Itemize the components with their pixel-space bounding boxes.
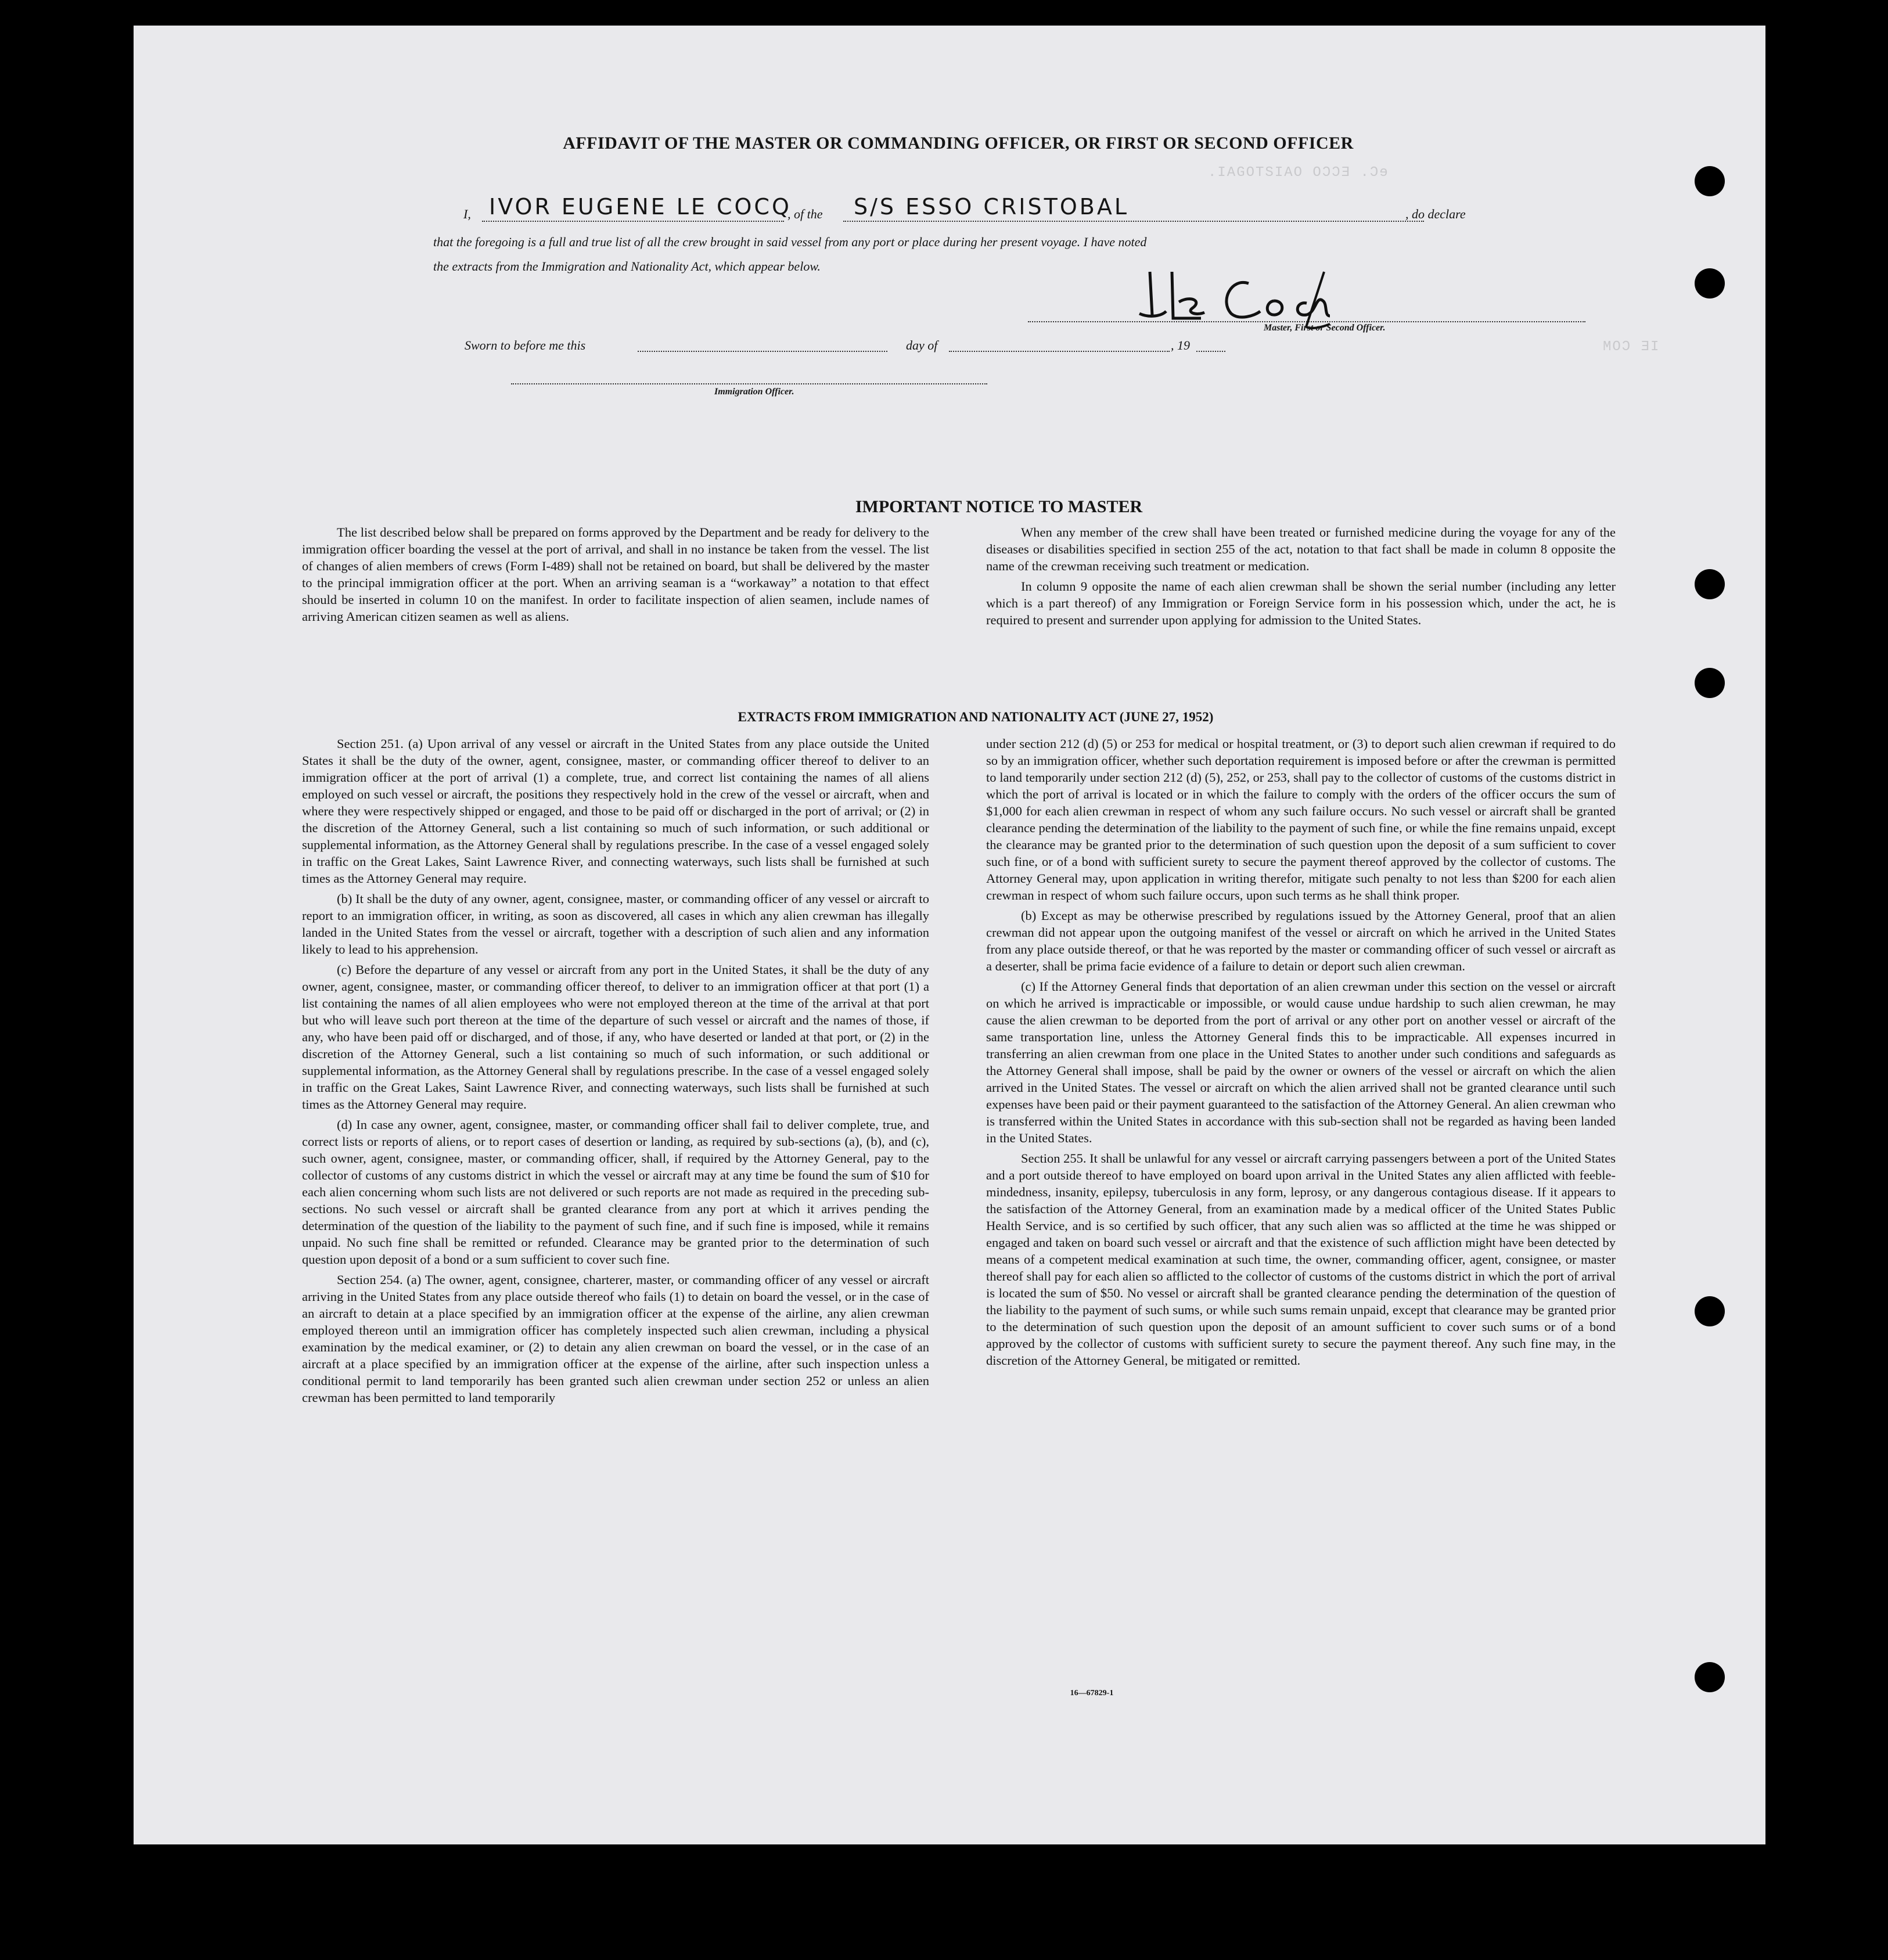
notice-right-column: [986, 524, 1616, 632]
day-of-label: day of: [906, 338, 938, 353]
punch-hole: [1695, 668, 1725, 698]
vessel-name: S/S ESSO CRISTOBAL: [854, 194, 1129, 220]
do-declare-label: , do declare: [1405, 207, 1466, 221]
master-name: IVOR EUGENE LE COCQ: [489, 194, 792, 220]
month-line: [949, 348, 1170, 352]
bleed-through-text: MOƆ ƎI: [1603, 339, 1660, 355]
section-paragraph: (c) If the Attorney General finds that deportation of an alien crewman under this section on the vessel or aircraft on which he arrived is impracticable or impossible, or would cause undue hardship to such alien crewman, he may cause the alien crewman to be deported from the port of arrival or any other port on another vessel or aircraft of the same transportation line, unless the Attorney General finds this to be impracticable. All expenses incurred in transferring an alien crewman from one place in the United States to another under such conditions and safeguards as the Attorney General shall impose, shall be paid by the owner or owners of the vessel or aircraft on which the alien arrived in the United States. The vessel or aircraft on which the alien arrived shall not be granted clearance until such expenses have been paid or their payment guaranteed to the satisfaction of the Attorney General. An alien crewman who is transferred within the United States in accordance with this sub-section shall not be regarded as having been landed in the United States.: [986, 979, 1616, 1145]
section-paragraph: Section 254. (a) The owner, agent, consignee, charterer, master, or commanding officer of any vessel or aircraft arriving in the United States from any place outside thereof who fails (1) to detain on board the vessel, or in the case of an aircraft to detain at a place specified by an immigration officer at the expense of the airline, any alien crewman employed thereon until an immigration officer has completely inspected such alien crewman, including a physical examination by the medical examiner, or (2) to detain any alien crewman on board the vessel, or in the case of an aircraft at a place specified by an immigration officer at the expense of the airline, after such inspection unless a conditional permit to land temporarily has been granted such alien crewman under section 252 or unless an alien crewman has been permitted to land temporarily: [302, 1272, 929, 1405]
punch-hole: [1695, 268, 1725, 299]
officer-signature-line: [511, 381, 987, 384]
i-prefix: I,: [463, 207, 471, 221]
extracts-right-column: [986, 735, 1616, 1372]
section-paragraph: (b) It shall be the duty of any owner, agent, consignee, master, or commanding officer of any vessel or aircraft to report to an immigration officer, in writing, as soon as discovered, all cases in which any alien crewman has illegally landed in the United States from the vessel or aircraft, together with a description of such alien and any information likely to lead to his apprehension.: [302, 891, 929, 956]
section-paragraph: (c) Before the departure of any vessel or aircraft from any port in the United States, it shall be the duty of any owner, agent, consignee, master, or commanding officer thereof, to deliver to an immigration officer at that port (1) a list containing the names of all alien employees who were not employed thereon at the time of the arrival at that port but who will leave such port thereon at the time of the departure of such vessel or aircraft and the names of those, if any, who have been paid off or discharged, and of those, if any, who have deserted or landed at that port, or (2) in the discretion of the Attorney General, such a list containing so much of such information, or such additional or supplemental information, as the Attorney General shall by regulations prescribe. In the case of a vessel engaged solely in traffic on the Great Lakes, Saint Lawrence River, and connecting waterways, such lists shall be furnished at such times as the Attorney General may require.: [302, 962, 929, 1112]
punch-hole: [1695, 1296, 1725, 1326]
signature-caption: Master, First or Second Officer.: [1264, 323, 1386, 333]
punch-hole: [1695, 569, 1725, 599]
notice-paragraph: The list described below shall be prepared on forms approved by the Department and be ready for delivery to the immigration officer boarding the vessel at the port of arrival, and shall in no instance be taken from the vessel. The list of changes of alien members of crews (Form I-489) shall not be retained on board, but shall be delivered by the master to the principal immigration officer at the port. When an arriving seaman is a “workaway” a notation to that effect should be inserted in column 10 on the manifest. In order to facilitate inspection of alien seamen, include names of arriving American citizen seamen as well as aliens.: [302, 525, 929, 624]
section-paragraph: (d) In case any owner, agent, consignee, master, or commanding officer shall fail to deliver complete, true, and correct lists or reports of aliens, or to report cases of desertion or landing, as required by sub-sections (a), (b), and (c), such owner, agent, consignee, master, or commanding officer, shall, if required by the Attorney General, pay to the collector of customs of any customs district in which the vessel or aircraft may at any time be found the sum of $10 for each alien concerning whom such lists are not delivered or such reports are not made as required in the preceding sub-sections. No such vessel or aircraft shall be granted clearance from any port at which it arrives pending the determination of the question of the liability to the payment of such fine, and if such fine is imposed, while it remains unpaid. No such fine shall be remitted or refunded. Clearance may be granted prior to the determination of such question upon deposit of a bond or a sum sufficient to cover such fine.: [302, 1117, 929, 1267]
signature-image: [1132, 260, 1376, 333]
immigration-officer-label: Immigration Officer.: [714, 387, 794, 397]
statement-line-1: that the foregoing is a full and true list of all the crew brought in said vessel from any port or place during her present voyage. I have noted: [433, 235, 1147, 249]
extracts-left-column: [302, 735, 929, 1409]
year-line: [1196, 348, 1225, 352]
punch-hole: [1695, 166, 1725, 196]
bleed-through-text: .IAGOTSIAO OƆƆƎ .Ɔɘ: [1208, 165, 1389, 181]
section-paragraph: (b) Except as may be otherwise prescribed by regulations issued by the Attorney General, proof that an alien crewman did not appear upon the outgoing manifest of the vessel or aircraft on which he arrived in the United States from any place outside thereof, or that he was reported by the master or commanding officer of such vessel or aircraft as a deserter, shall be prima facie evidence of a failure to detain or deport such alien crewman.: [986, 908, 1616, 973]
notice-paragraph: In column 9 opposite the name of each alien crewman shall be shown the serial number (including any letter which is a part thereof) of any Immigration or Foreign Service form in his possession which, under the act, he is required to present and surrender upon applying for admission to the United States.: [986, 579, 1616, 627]
sworn-label: Sworn to before me this: [465, 338, 586, 353]
extracts-title: EXTRACTS FROM IMMIGRATION AND NATIONALITY ACT (JUNE 27, 1952): [738, 710, 1214, 724]
of-the-label: , of the: [787, 207, 823, 221]
notice-paragraph: When any member of the crew shall have been treated or furnished medicine during the voyage for any of the diseases or disabilities specified in section 255 of the act, notation to that fact shall be made in column 8 opposite the name of the crewman receiving such treatment or medication.: [986, 525, 1616, 573]
document-page: [134, 26, 1765, 1844]
section-paragraph: under section 212 (d) (5) or 253 for medical or hospital treatment, or (3) to deport such alien crewman if required to do so by an immigration officer, whether such deportation requirement is imposed before or after the crewman is permitted to land temporarily under section 212 (d) (5), 252, or 253, shall pay to the collector of customs of the customs district in which the port of arrival is located or in which the failure to comply with the orders of the officer occurs the sum of $1,000 for each alien crewman in respect of whom any such failure occurs. No such vessel or aircraft shall be granted clearance pending the determination of the liability to the payment of such fine, or while the fine remains unpaid, except the clearance may be granted prior to the determination of such question upon the deposit of a sum sufficient to cover such fine, or of a bond with sufficient surety to secure the payment thereof approved by the collector of customs. The Attorney General may, upon application in writing therefor, mitigate such penalty to not less than $200 for each alien crewman in respect of whom such failure occurs, upon such terms as he shall think proper.: [986, 736, 1616, 902]
affidavit-title: AFFIDAVIT OF THE MASTER OR COMMANDING OFFICER, OR FIRST OR SECOND OFFICER: [563, 134, 1354, 153]
section-paragraph: Section 255. It shall be unlawful for any vessel or aircraft carrying passengers between a port of the United States and a port outside thereof to have employed on board upon arrival in the United States any alien afflicted with feeble-mindedness, insanity, epilepsy, tuberculosis in any form, leprosy, or any dangerous contagious disease. If it appears to the satisfaction of the Attorney General, from an examination made by a medical officer of the United States Public Health Service, and is so certified by such officer, that any such alien was so afflicted at the time he was shipped or engaged and taken on board such vessel or aircraft and that the existence of such affliction might have been detected by means of a competent medical examination at such time, the owner, commanding officer, agent, consignee, or master thereof shall pay for each alien so afflicted to the collector of customs of the customs district in which the port of arrival is located the sum of $50. No vessel or aircraft shall be granted clearance pending the determination of the question of the liability to the payment of such sums, or while such sums remain unpaid, except that clearance may be granted prior to the determination of such question upon the deposit of an amount sufficient to cover such sums or of a bond approved by the collector of customs with sufficient surety to secure the payment thereof. Any such fine may, in the discretion of the Attorney General, be mitigated or remitted.: [986, 1151, 1616, 1368]
punch-hole: [1695, 1662, 1725, 1692]
year-label: , 19: [1171, 338, 1190, 353]
sworn-date-line: [638, 348, 887, 352]
statement-line-2: the extracts from the Immigration and Nationality Act, which appear below.: [433, 259, 821, 274]
notice-left-column: [302, 524, 929, 628]
form-number: 16—67829-1: [1070, 1689, 1114, 1698]
notice-title: IMPORTANT NOTICE TO MASTER: [855, 497, 1143, 516]
section-paragraph: Section 251. (a) Upon arrival of any vessel or aircraft in the United States from any place outside the United States it shall be the duty of the owner, agent, consignee, master, or commanding officer thereof to deliver to an immigration officer at the port of arrival (1) a complete, true, and correct list containing the names of all aliens employed on such vessel or aircraft, the positions they respectively hold in the crew of the vessel or aircraft, when and where they were respectively shipped or engaged, and those to be paid off or discharged in the port of arrival; or (2) in the discretion of the Attorney General, such a list containing so much of such information, or such additional or supplemental information, as the Attorney General shall by regulations prescribe. In the case of a vessel engaged solely in traffic on the Great Lakes, Saint Lawrence River, and connecting waterways, such lists shall be furnished at such times as the Attorney General may require.: [302, 736, 929, 886]
